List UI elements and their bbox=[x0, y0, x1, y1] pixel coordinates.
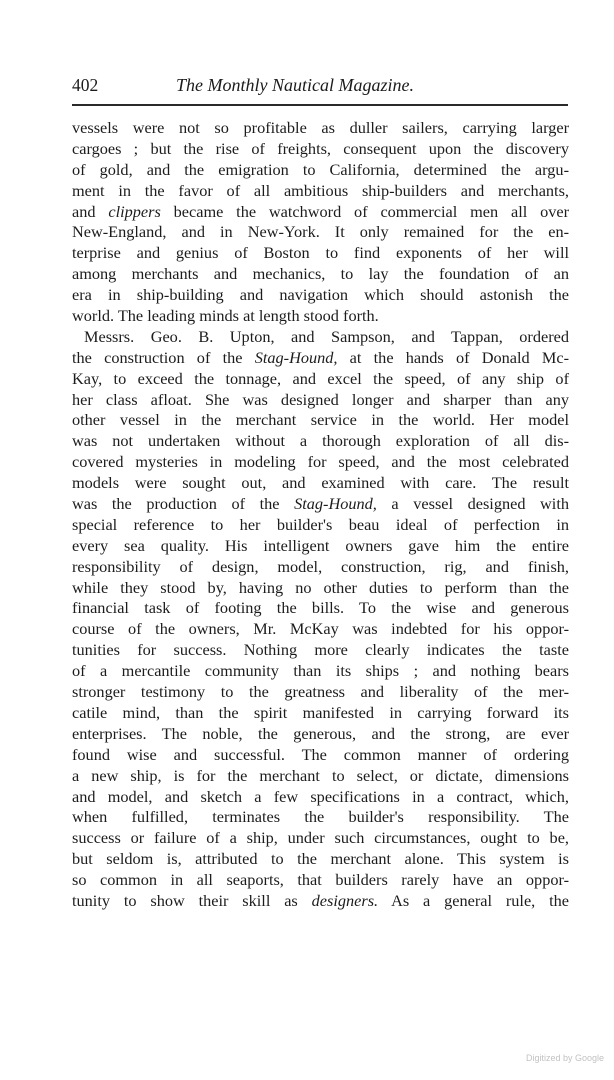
text-line bbox=[72, 327, 569, 348]
text-line bbox=[72, 891, 569, 912]
text-line bbox=[72, 431, 569, 452]
text-segment: cargoes ; but the rise of freights, consequent upon the discovery bbox=[72, 138, 569, 158]
text-line bbox=[72, 452, 569, 473]
text-line bbox=[72, 557, 569, 578]
header-rule bbox=[72, 104, 568, 106]
text-segment: while they stood by, having no other duties to perform than the bbox=[72, 577, 569, 597]
text-segment: covered mysteries in modeling for speed, and the most celebrated bbox=[72, 452, 569, 472]
text-segment: the construction of the bbox=[72, 347, 255, 367]
text-segment: tunity to show their skill as bbox=[72, 890, 312, 910]
text-line bbox=[72, 243, 569, 264]
text-segment: enterprises. The noble, the generous, and the strong, are ever bbox=[72, 723, 569, 743]
text-line bbox=[72, 473, 569, 494]
text-line bbox=[72, 285, 569, 306]
text-segment: vessels were not so profitable as duller sailers, carrying larger bbox=[72, 118, 569, 137]
text-segment: responsibility of design, model, construction, rig, and finish, bbox=[72, 556, 569, 576]
text-line bbox=[72, 222, 569, 243]
text-line bbox=[72, 390, 569, 411]
text-line bbox=[72, 118, 569, 139]
watermark: Digitized by Google bbox=[525, 1053, 604, 1063]
body-text bbox=[72, 118, 569, 912]
text-segment: found wise and successful. The common manner of ordering bbox=[72, 744, 569, 764]
text-segment: became the watchword of commercial men all over bbox=[160, 201, 570, 221]
text-segment: was not undertaken without a thorough exploration of all dis- bbox=[72, 431, 569, 451]
text-segment: her class afloat. She was designed longer and sharper than any bbox=[72, 389, 569, 409]
text-segment: course of the owners, Mr. McKay was indebted for his oppor- bbox=[72, 619, 569, 639]
text-segment: was the production of the bbox=[72, 494, 295, 514]
text-line bbox=[72, 494, 569, 515]
text-segment: among merchants and mechanics, to lay the foundation of an bbox=[72, 264, 569, 284]
text-segment: when fulfilled, terminates the builder's responsibility. The bbox=[72, 807, 569, 827]
page-number: 402 bbox=[72, 75, 99, 95]
text-segment: era in ship-building and navigation which should astonish the bbox=[72, 285, 569, 305]
text-line bbox=[72, 870, 569, 891]
text-segment: every sea quality. His intelligent owners gave him the entire bbox=[72, 535, 569, 555]
text-line bbox=[72, 828, 569, 849]
text-line bbox=[72, 807, 569, 828]
text-line bbox=[72, 536, 569, 557]
text-line bbox=[72, 849, 569, 870]
text-line bbox=[72, 661, 569, 682]
text-line bbox=[72, 578, 569, 599]
text-segment: As a general rule, the bbox=[378, 890, 569, 910]
text-segment: ment in the favor of all ambitious ship-builders and merchants, bbox=[72, 180, 569, 200]
text-segment: tunities for success. Nothing more clearly indicates the taste bbox=[72, 640, 569, 660]
text-segment: but seldom is, attributed to the merchant alone. This system is bbox=[72, 849, 569, 869]
italic-text: Stag-Hound, bbox=[254, 347, 338, 367]
text-segment: stronger testimony to the greatness and liberality of the mer- bbox=[72, 682, 569, 702]
text-segment: other vessel in the merchant service in the world. Her model bbox=[72, 410, 569, 430]
text-line bbox=[72, 139, 569, 160]
text-line bbox=[72, 264, 569, 285]
text-line bbox=[72, 515, 569, 536]
text-line bbox=[72, 181, 569, 202]
italic-text: Stag-Hound, bbox=[294, 494, 377, 514]
text-line bbox=[72, 640, 569, 661]
text-line bbox=[72, 703, 569, 724]
text-segment: world. The leading minds at length stood forth. bbox=[72, 306, 379, 326]
text-segment: terprise and genius of Boston to find exponents of her will bbox=[72, 243, 569, 263]
text-line bbox=[72, 348, 569, 369]
text-segment: Messrs. Geo. B. Upton, and Sampson, and Tappan, ordered bbox=[84, 326, 569, 346]
text-line bbox=[72, 745, 569, 766]
text-line bbox=[72, 724, 569, 745]
text-line bbox=[72, 306, 569, 327]
running-header bbox=[72, 74, 559, 98]
text-line bbox=[72, 619, 569, 640]
text-line bbox=[72, 369, 569, 390]
text-line bbox=[72, 766, 569, 787]
text-line bbox=[72, 682, 569, 703]
text-segment: New-England, and in New-York. It only remained for the en- bbox=[72, 222, 569, 242]
text-segment: catile mind, than the spirit manifested in carrying forward its bbox=[72, 702, 569, 722]
text-segment: a new ship, is for the merchant to select, or dictate, dimensions bbox=[72, 765, 569, 785]
running-title: The Monthly Nautical Magazine. bbox=[176, 75, 414, 95]
text-segment: at the hands of Donald Mc- bbox=[337, 347, 570, 367]
text-segment: and bbox=[72, 201, 109, 221]
text-line bbox=[72, 598, 569, 619]
italic-text: designers. bbox=[311, 890, 379, 910]
text-segment: financial task of footing the bills. To the wise and generous bbox=[72, 598, 569, 618]
text-segment: so common in all seaports, that builders rarely have an oppor- bbox=[72, 870, 569, 890]
text-line bbox=[72, 787, 569, 808]
text-segment: and model, and sketch a few specifications in a contract, which, bbox=[72, 786, 569, 806]
text-segment: Kay, to exceed the tonnage, and excel the speed, of any ship of bbox=[72, 368, 569, 388]
text-segment: success or failure of a ship, under such circumstances, ought to be, bbox=[72, 828, 569, 848]
text-line bbox=[72, 202, 569, 223]
text-line bbox=[72, 160, 569, 181]
text-line bbox=[72, 410, 569, 431]
text-segment: models were sought out, and examined with care. The result bbox=[72, 473, 569, 493]
italic-text: clippers bbox=[108, 201, 161, 221]
text-segment: a vessel designed with bbox=[376, 494, 569, 514]
text-segment: of a mercantile community than its ships ; and nothing bears bbox=[72, 661, 569, 681]
text-segment: of gold, and the emigration to California, determined the argu- bbox=[72, 159, 569, 179]
text-segment: special reference to her builder's beau ideal of perfection in bbox=[72, 514, 569, 534]
